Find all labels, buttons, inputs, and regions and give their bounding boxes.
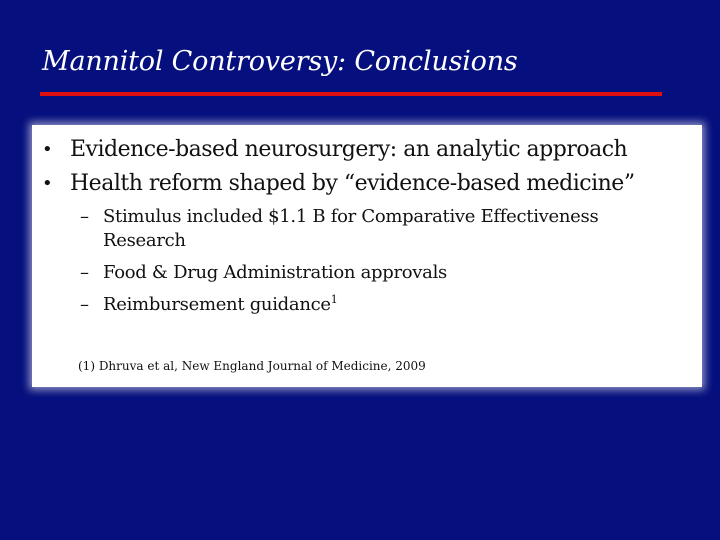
bullet-marker: • xyxy=(42,173,53,194)
sub-bullet-marker: – xyxy=(80,294,89,315)
bullet-list xyxy=(32,133,702,201)
footnote-reference: 1 xyxy=(330,293,338,306)
sub-bullet-item xyxy=(32,261,702,285)
bullet-text: Evidence-based neurosurgery: an analytic approach xyxy=(70,137,628,162)
sub-bullet-item xyxy=(32,205,702,253)
sub-bullet-list xyxy=(32,205,702,325)
sub-bullet-text: Reimbursement guidance xyxy=(103,294,331,315)
sub-bullet-marker: – xyxy=(80,206,89,227)
content-box xyxy=(32,125,702,387)
slide-title: Mannitol Controversy: Conclusions xyxy=(42,46,518,77)
footnote: (1) Dhruva et al, New England Journal of Medicine, 2009 xyxy=(78,359,426,373)
bullet-marker: • xyxy=(42,139,53,160)
title-divider xyxy=(40,92,662,96)
bullet-text: Health reform shaped by “evidence-based medicine” xyxy=(70,171,635,196)
bullet-item xyxy=(32,133,702,167)
bullet-item xyxy=(32,167,702,201)
sub-bullet-text: Stimulus included $1.1 B for Comparative Effectiveness Research xyxy=(103,206,599,251)
sub-bullet-item xyxy=(32,293,702,317)
sub-bullet-text: Food & Drug Administration approvals xyxy=(103,262,447,283)
sub-bullet-marker: – xyxy=(80,262,89,283)
